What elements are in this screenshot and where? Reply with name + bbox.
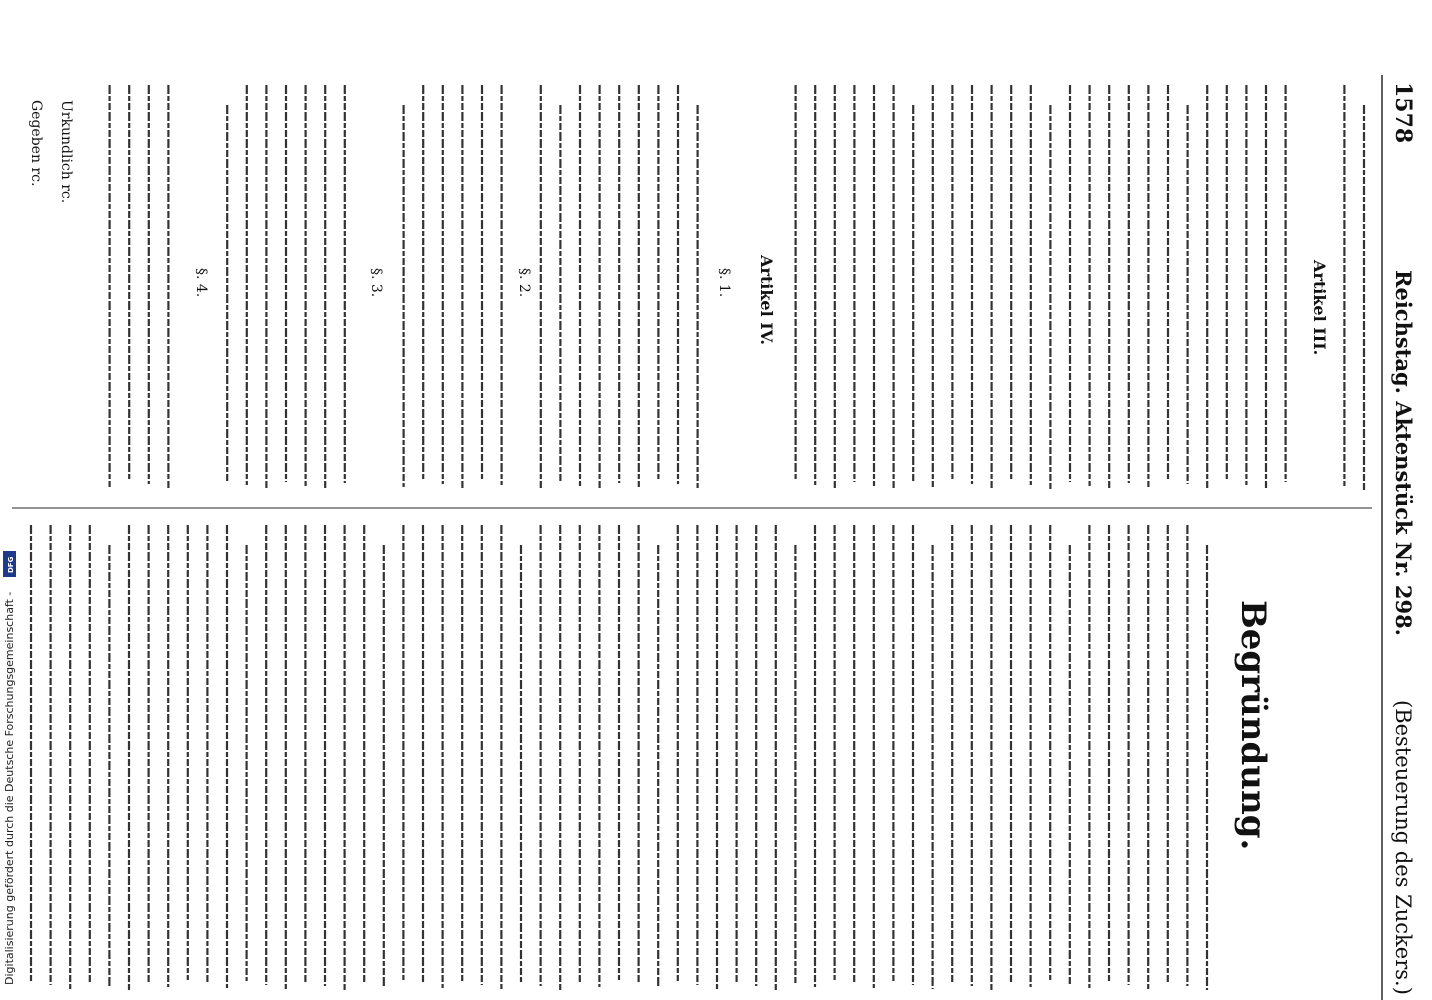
- page-number: 1578: [1390, 82, 1416, 144]
- header-title: Reichstag. Aktenstück Nr. 298.: [1391, 270, 1416, 636]
- dfg-logo-text: DFG: [7, 556, 15, 573]
- footer-text: Digitalisierung gefördert durch die Deutsche Forschungsgemeinschaft -: [3, 591, 16, 985]
- left-column: [28, 85, 1364, 490]
- header-subject: (Besteuerung des Zuckers.): [1391, 700, 1415, 995]
- section-1-heading: §. 1.: [716, 268, 732, 298]
- begruendung-heading: Begründung.: [1233, 600, 1273, 851]
- article-iv-heading: Artikel IV.: [757, 255, 776, 345]
- right-column: [31, 525, 1273, 990]
- section-3-heading: §. 3.: [368, 268, 384, 298]
- footer: [3, 551, 16, 985]
- rotated-page: [12, 75, 1416, 1000]
- section-2-heading: §. 2.: [516, 268, 532, 298]
- closing-urkundlich: Urkundlich rc.: [58, 100, 74, 204]
- section-4-heading: §. 4.: [193, 268, 209, 298]
- article-iii-heading: Artikel III.: [1310, 260, 1329, 356]
- closing-gegeben: Gegeben rc.: [28, 100, 44, 187]
